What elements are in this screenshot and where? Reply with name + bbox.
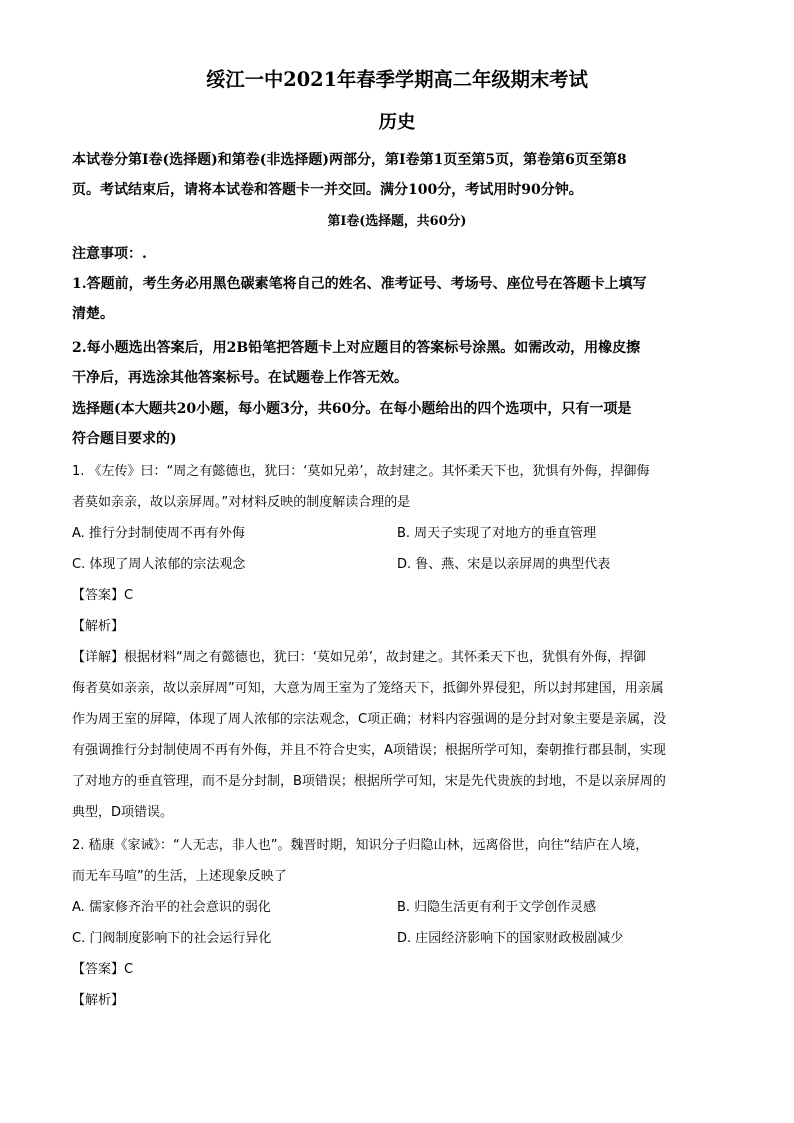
q2-option-c: C. 门阀制度影响下的社会运行异化 — [72, 931, 272, 946]
q1-analysis-label: 【解析】 — [72, 619, 125, 634]
q2-stem-line-1: 2. 嵇康《家诫》：“人无志，非人也”。魏晋时期，知识分子归隐山林，远离俗世，向往“结庐在人境， — [72, 838, 649, 853]
q2-analysis-label: 【解析】 — [72, 993, 125, 1008]
notes-heading: 注意事项：. — [72, 246, 147, 262]
q1-detail-line-5: 了对地方的垂直管理，而不是分封制，B项错误；根据所学可知，宋是先代贵族的封地，不是以亲屏周的 — [72, 774, 666, 789]
part-heading: 第Ⅰ卷(选择题，共60分) — [327, 214, 467, 229]
note-2-line-1: 2.每小题选出答案后，用2B铅笔把答题卡上对应题目的答案标号涂黑。如需改动，用橡皮擦 — [72, 340, 641, 356]
q1-stem-line-1: 1. 《左传》曰：“周之有懿德也，犹曰：‘莫如兄弟’，故封建之。其怀柔天下也，犹惧有外侮，捍御侮 — [72, 464, 650, 479]
q1-option-c: C. 体现了周人浓郁的宗法观念 — [72, 557, 246, 572]
intro-line-1: 本试卷分第Ⅰ卷(选择题)和第卷(非选择题)两部分，第Ⅰ卷第1页至第5页，第卷第6页至第8 — [72, 152, 627, 168]
q1-stem-line-2: 者莫如亲亲，故以亲屏周。”对材料反映的制度解读合理的是 — [72, 495, 411, 510]
q1-option-a: A. 推行分封制使周不再有外侮 — [72, 526, 245, 541]
q1-detail-line-4: 有强调推行分封制使周不再有外侮，并且不符合史实，A项错误；根据所学可知，秦朝推行郡县制，实现 — [72, 743, 666, 758]
q2-answer: 【答案】C — [72, 962, 134, 977]
q2-option-d: D. 庄园经济影响下的国家财政极剧减少 — [397, 931, 624, 946]
note-1-line-1: 1.答题前，考生务必用黑色碳素笔将自己的姓名、准考证号、考场号、座位号在答题卡上填写 — [72, 276, 647, 292]
q1-detail-line-2: 侮者莫如亲亲，故以亲屏周”可知，大意为周王室为了笼络天下，抵御外界侵犯，所以封邦建国，用亲属 — [72, 681, 664, 696]
exam-title: 绥江一中2021年春季学期高二年级期末考试 — [206, 68, 588, 91]
note-1-line-2: 清楚。 — [72, 306, 114, 322]
q1-detail-line-3: 作为周王室的屏障，体现了周人浓郁的宗法观念，C项正确；材料内容强调的是分封对象主要是亲属，没 — [72, 712, 667, 727]
q2-option-a: A. 儒家修齐治平的社会意识的弱化 — [72, 900, 271, 915]
subject-title: 历史 — [378, 112, 416, 133]
q1-detail-line-1: 【详解】根据材料“周之有懿德也，犹曰：‘莫如兄弟’，故封建之。其怀柔天下也，犹惧有外侮，捍御 — [72, 650, 647, 665]
q2-option-b: B. 归隐生活更有利于文学创作灵感 — [397, 900, 597, 915]
q2-stem-line-2: 而无车马喧”的生活，上述现象反映了 — [72, 869, 287, 884]
q1-option-d: D. 鲁、燕、宋是以亲屏周的典型代表 — [397, 557, 611, 572]
section-intro-line-1: 选择题(本大题共20小题，每小题3分，共60分。在每小题给出的四个选项中，只有一项是 — [72, 401, 632, 417]
q1-answer: 【答案】C — [72, 588, 134, 603]
q1-option-b: B. 周天子实现了对地方的垂直管理 — [397, 526, 597, 541]
note-2-line-2: 干净后，再选涂其他答案标号。在试题卷上作答无效。 — [72, 370, 408, 386]
intro-line-2: 页。考试结束后，请将本试卷和答题卡一并交回。满分100分，考试用时90分钟。 — [72, 182, 583, 198]
q1-detail-line-6: 典型，D项错误。 — [72, 805, 174, 820]
section-intro-line-2: 符合题目要求的) — [72, 431, 177, 447]
